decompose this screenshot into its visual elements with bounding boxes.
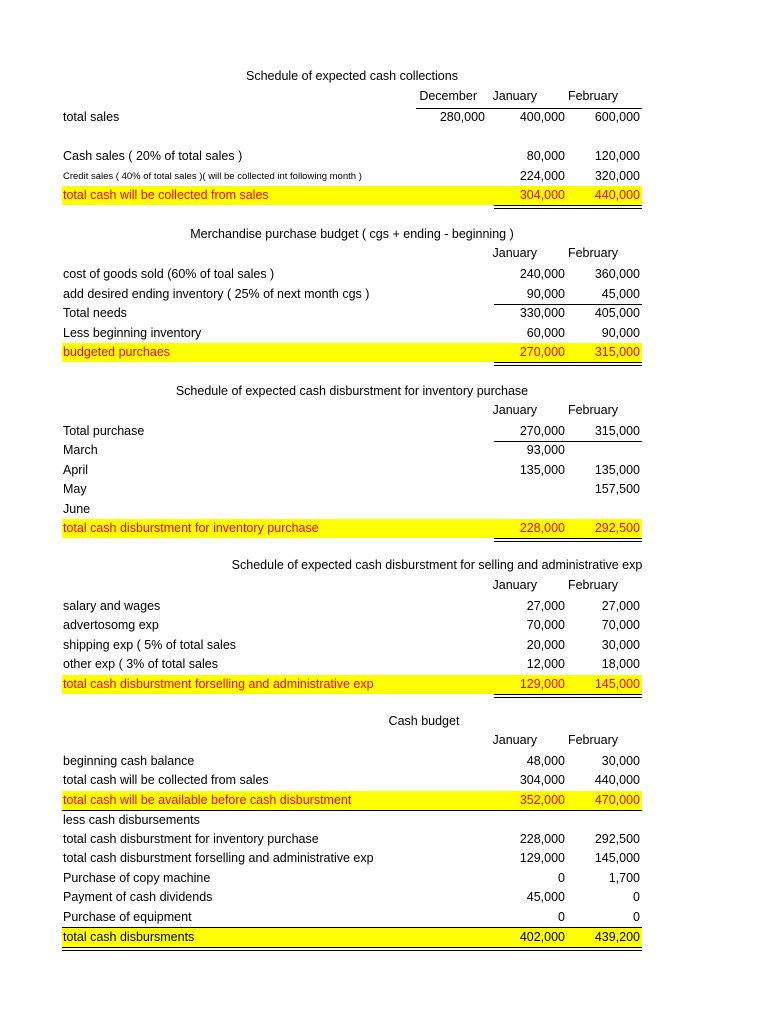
table-row: [62, 422, 642, 441]
february-value: 120,000: [594, 149, 640, 163]
row-label: total cash disburstment forselling and administrative exp: [63, 851, 374, 865]
january-value: 80,000: [526, 149, 565, 163]
section2-title: Merchandise purchase budget ( cgs + ending - beginning ): [190, 227, 514, 241]
row-label: total cash disburstment for inventory purchase: [63, 521, 319, 535]
january-value: 90,000: [526, 287, 565, 301]
row-label: Total purchase: [63, 424, 145, 438]
table-row: [62, 167, 642, 186]
double-underline: [62, 947, 642, 951]
section2-header-february: February: [567, 246, 618, 260]
section1-header-february: February: [567, 89, 618, 103]
row-label: Less beginning inventory: [63, 326, 202, 340]
table-row: [62, 888, 642, 907]
row-label: advertosomg exp: [63, 618, 159, 632]
january-value: 270,000: [519, 424, 565, 438]
january-value: 402,000: [519, 930, 565, 944]
february-value: 1,700: [608, 871, 640, 885]
table-row: [62, 771, 642, 790]
total-row-highlighted: [62, 928, 642, 947]
january-value: 228,000: [519, 832, 565, 846]
january-value: 400,000: [519, 110, 565, 124]
double-underline: [494, 538, 642, 542]
total-row-highlighted: [62, 675, 642, 694]
table-row: [62, 285, 642, 304]
table-row: [62, 869, 642, 888]
total-row-highlighted: [62, 519, 642, 538]
row-label: add desired ending inventory ( 25% of next month cgs ): [63, 287, 370, 301]
february-value: 0: [633, 890, 640, 904]
section3-header-february: February: [567, 403, 618, 417]
table-row: [62, 655, 642, 674]
double-underline: [494, 362, 642, 366]
january-value: 240,000: [519, 267, 565, 281]
row-label: total cash will be available before cash disburstment: [63, 793, 352, 807]
table-row: [62, 147, 642, 166]
february-value: 18,000: [601, 657, 640, 671]
table-row: [62, 597, 642, 616]
section4-title: Schedule of expected cash disburstment for selling and administrative exp: [231, 558, 643, 572]
row-label: less cash disbursements: [63, 813, 200, 827]
section1-header-december: December: [419, 89, 477, 103]
double-underline: [494, 205, 642, 209]
section5-header-february: February: [567, 733, 618, 747]
row-label: total sales: [63, 110, 120, 124]
row-label: salary and wages: [63, 599, 161, 613]
february-value: 440,000: [594, 773, 640, 787]
row-label: Cash sales ( 20% of total sales ): [63, 149, 243, 163]
row-label: Purchase of equipment: [63, 910, 192, 924]
february-value: 30,000: [601, 638, 640, 652]
february-value: 315,000: [594, 424, 640, 438]
january-value: 228,000: [519, 521, 565, 535]
february-value: 292,500: [594, 521, 640, 535]
february-value: 360,000: [594, 267, 640, 281]
row-label: other exp ( 3% of total sales: [63, 657, 218, 671]
table-row: [62, 616, 642, 635]
section1-header-january: January: [492, 89, 537, 103]
table-row: [62, 480, 642, 499]
table-row: [62, 752, 642, 771]
january-value: 0: [558, 910, 565, 924]
january-value: 129,000: [519, 851, 565, 865]
january-value: 0: [558, 871, 565, 885]
february-value: 145,000: [594, 677, 640, 691]
january-value: 27,000: [526, 599, 565, 613]
table-row: [62, 849, 642, 868]
january-value: 304,000: [519, 188, 565, 202]
february-value: 405,000: [594, 306, 640, 320]
row-label: total cash will be collected from sales: [63, 188, 269, 202]
row-label: shipping exp ( 5% of total sales: [63, 638, 237, 652]
february-value: 292,500: [594, 832, 640, 846]
row-label: May: [63, 482, 87, 496]
february-value: 157,500: [594, 482, 640, 496]
december-value: 280,000: [439, 110, 485, 124]
row-label: total cash disburstment forselling and administrative exp: [63, 677, 374, 691]
table-row: [62, 830, 642, 849]
table-row: [62, 108, 642, 127]
row-label: Purchase of copy machine: [63, 871, 211, 885]
row-label: Credit sales ( 40% of total sales )( will be collected int following month ): [63, 171, 362, 182]
table-row: [62, 461, 642, 480]
section2-header-january: January: [492, 246, 537, 260]
february-value: 90,000: [601, 326, 640, 340]
table-row: [62, 636, 642, 655]
row-label: total cash will be collected from sales: [63, 773, 269, 787]
divider: [416, 108, 642, 109]
row-label: June: [63, 502, 91, 516]
section5-title: Cash budget: [388, 714, 460, 728]
row-label: March: [63, 443, 98, 457]
table-row: [62, 265, 642, 284]
february-value: 439,200: [594, 930, 640, 944]
january-value: 352,000: [519, 793, 565, 807]
january-value: 48,000: [526, 754, 565, 768]
total-row-highlighted: [62, 186, 642, 205]
february-value: 27,000: [601, 599, 640, 613]
row-label: Payment of cash dividends: [63, 890, 213, 904]
february-value: 0: [633, 910, 640, 924]
section5-header-january: January: [492, 733, 537, 747]
january-value: 304,000: [519, 773, 565, 787]
total-row-highlighted: [62, 791, 642, 810]
january-value: 129,000: [519, 677, 565, 691]
january-value: 135,000: [519, 463, 565, 477]
row-label: total cash disbursments: [63, 930, 195, 944]
section4-header-january: January: [492, 578, 537, 592]
row-label: budgeted purchaes: [63, 345, 171, 359]
row-label: April: [63, 463, 89, 477]
table-row: [62, 441, 642, 460]
double-underline: [494, 694, 642, 698]
february-value: 70,000: [601, 618, 640, 632]
january-value: 12,000: [526, 657, 565, 671]
section3-title: Schedule of expected cash disburstment for inventory purchase: [175, 384, 529, 398]
row-label: total cash disburstment for inventory purchase: [63, 832, 319, 846]
table-row: [62, 811, 642, 830]
table-row: [62, 304, 642, 323]
january-value: 330,000: [519, 306, 565, 320]
january-value: 45,000: [526, 890, 565, 904]
february-value: 30,000: [601, 754, 640, 768]
section1-title: Schedule of expected cash collections: [246, 69, 458, 83]
table-row: [62, 500, 642, 519]
total-row-highlighted: [62, 343, 642, 362]
row-label: cost of goods sold (60% of toal sales ): [63, 267, 275, 281]
row-label: Total needs: [63, 306, 127, 320]
table-row: [62, 324, 642, 343]
february-value: 440,000: [594, 188, 640, 202]
february-value: 320,000: [594, 169, 640, 183]
february-value: 470,000: [594, 793, 640, 807]
section4-header-february: February: [567, 578, 618, 592]
january-value: 270,000: [519, 345, 565, 359]
january-value: 20,000: [526, 638, 565, 652]
january-value: 224,000: [519, 169, 565, 183]
february-value: 600,000: [594, 110, 640, 124]
february-value: 135,000: [594, 463, 640, 477]
february-value: 145,000: [594, 851, 640, 865]
table-row: [62, 908, 642, 927]
row-label: beginning cash balance: [63, 754, 195, 768]
january-value: 60,000: [526, 326, 565, 340]
january-value: 93,000: [526, 443, 565, 457]
february-value: 45,000: [601, 287, 640, 301]
january-value: 70,000: [526, 618, 565, 632]
february-value: 315,000: [594, 345, 640, 359]
section3-header-january: January: [492, 403, 537, 417]
